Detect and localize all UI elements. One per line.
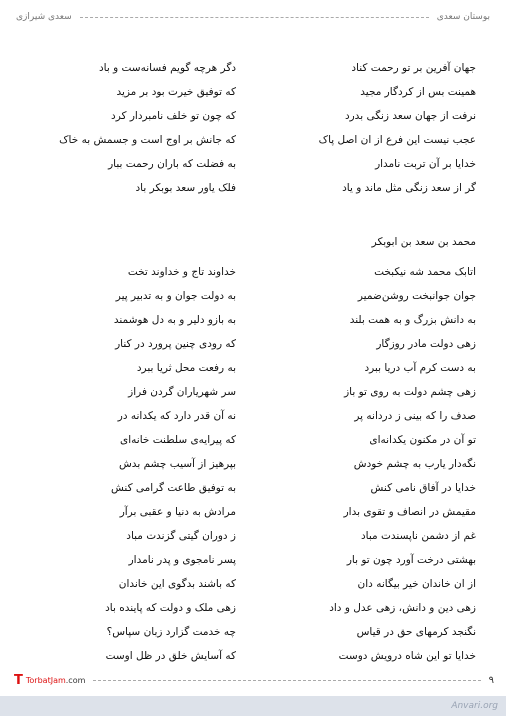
verse-hemistich: خدایا تو این شاه درویش دوست xyxy=(338,650,476,662)
verse-hemistich: جوان جوانبخت روشن‌ضمیر xyxy=(357,290,476,302)
watermark: Anvari.org xyxy=(451,701,498,711)
verse-hemistich: زهی چشم دولت به روی تو باز xyxy=(344,386,476,398)
verse-hemistich: که چون تو خلف نامبردار کرد xyxy=(111,110,236,122)
verse-hemistich: صدف را که بینی ز دردانه پر xyxy=(354,410,476,422)
verse-hemistich: خدایا بر آن تربت نامدار xyxy=(375,158,476,170)
verse-hemistich: زهی دین و دانش، زهی عدل و داد xyxy=(329,602,476,614)
verse-hemistich: که آسایش خلق در ظل اوست xyxy=(105,650,236,662)
verse-hemistich: عجب نیست این فرع از ان اصل پاک xyxy=(318,134,476,146)
verse-hemistich: زهی ملک و دولت که پاینده باد xyxy=(105,602,236,614)
logo-mark-icon: T xyxy=(14,672,23,688)
verse-hemistich: بهشتی درخت آورد چون تو بار xyxy=(346,554,476,566)
verse-hemistich: پسر نامجوی و پدر نامدار xyxy=(128,554,236,566)
verse-hemistich: به توفیق طاعت گرامی کنش xyxy=(111,482,236,494)
verse-hemistich: فلک یاور سعد بوبکر باد xyxy=(135,182,236,194)
verse-hemistich: که پیرایه‌ی سلطنت خانه‌ای xyxy=(120,434,236,446)
section-heading: محمد بن سعد بن ابوبکر xyxy=(371,236,476,248)
verse-hemistich: ز دوران گیتی گزندت مباد xyxy=(126,530,236,542)
torbatjam-logo[interactable] xyxy=(14,673,85,688)
verse-hemistich: تو آن در مکنون یکدانه‌ای xyxy=(369,434,476,446)
verse-hemistich: به رفعت محل ثریا ببرد xyxy=(136,362,236,374)
verse-hemistich: گر از سعد زنگی مثل ماند و یاد xyxy=(342,182,476,194)
verse-hemistich: مرادش به دنیا و عقبی برآر xyxy=(119,506,236,518)
verse-hemistich: مقیمش در انصاف و تقوی بدار xyxy=(343,506,476,518)
verse-hemistich: نرفت از جهان سعد زنگی بدرد xyxy=(344,110,476,122)
logo-text: TorbatJam xyxy=(25,675,66,685)
header-divider xyxy=(80,17,429,18)
verse-hemistich: که باشند بدگوی این خاندان xyxy=(118,578,236,590)
page-header xyxy=(16,8,490,26)
section2-left-hemistichs xyxy=(16,260,236,668)
section1-right-hemistichs xyxy=(256,56,476,200)
page-footer xyxy=(14,670,494,690)
logo-suffix: .com xyxy=(65,675,86,685)
verse-hemistich: که رودی چنین پرورد در کنار xyxy=(115,338,236,350)
section1-left-hemistichs xyxy=(16,56,236,200)
verse-hemistich: به بازو دلیر و به دل هوشمند xyxy=(113,314,236,326)
page-number: ۹ xyxy=(488,674,494,686)
verse-hemistich: سر شهریاران گردن فراز xyxy=(128,386,236,398)
verse-hemistich: به دولت جوان و به تدبیر پیر xyxy=(115,290,236,302)
verse-hemistich: نه آن قدر دارد که یکدانه در xyxy=(117,410,236,422)
author-name: سعدی شیرازی xyxy=(16,12,72,22)
verse-hemistich: چه خدمت گزارد زبان سپاس؟ xyxy=(106,626,236,638)
verse-hemistich: از ان خاندان خیر بیگانه دان xyxy=(357,578,476,590)
verse-hemistich: همینت بس از کردگار مجید xyxy=(360,86,476,98)
bottom-bar xyxy=(0,696,506,716)
footer-divider xyxy=(93,680,480,681)
section2-right-hemistichs xyxy=(256,260,476,668)
verse-hemistich: اتابک محمد شه نیکبخت xyxy=(374,266,476,278)
verse-hemistich: به فضلت که باران رحمت ببار xyxy=(108,158,236,170)
verse-hemistich: به دانش بزرگ و به همت بلند xyxy=(349,314,476,326)
verse-hemistich: نگه‌دار یارب به چشم خودش xyxy=(353,458,476,470)
verse-hemistich: نگنجد کرمهای حق در قیاس xyxy=(356,626,476,638)
verse-hemistich: زهی دولت مادر روزگار xyxy=(376,338,476,350)
verse-hemistich: به دست کرم آب دریا ببرد xyxy=(364,362,476,374)
verse-hemistich: خداوند تاج و خداوند تخت xyxy=(127,266,236,278)
verse-hemistich: که جانش بر اوج است و جسمش به خاک xyxy=(59,134,236,146)
verse-hemistich: جهان آفرین بر تو رحمت کناد xyxy=(351,62,476,74)
verse-hemistich: خدایا در آفاق نامی کنش xyxy=(370,482,476,494)
verse-hemistich: غم از دشمن ناپسندت مباد xyxy=(361,530,476,542)
verse-hemistich: که توفیق خیرت بود بر مزید xyxy=(116,86,236,98)
book-title: بوستان سعدی xyxy=(436,12,490,22)
verse-hemistich: دگر هرچه گویم فسانه‌ست و باد xyxy=(98,62,236,74)
verse-hemistich: بپرهیز از آسیب چشم بدش xyxy=(118,458,236,470)
